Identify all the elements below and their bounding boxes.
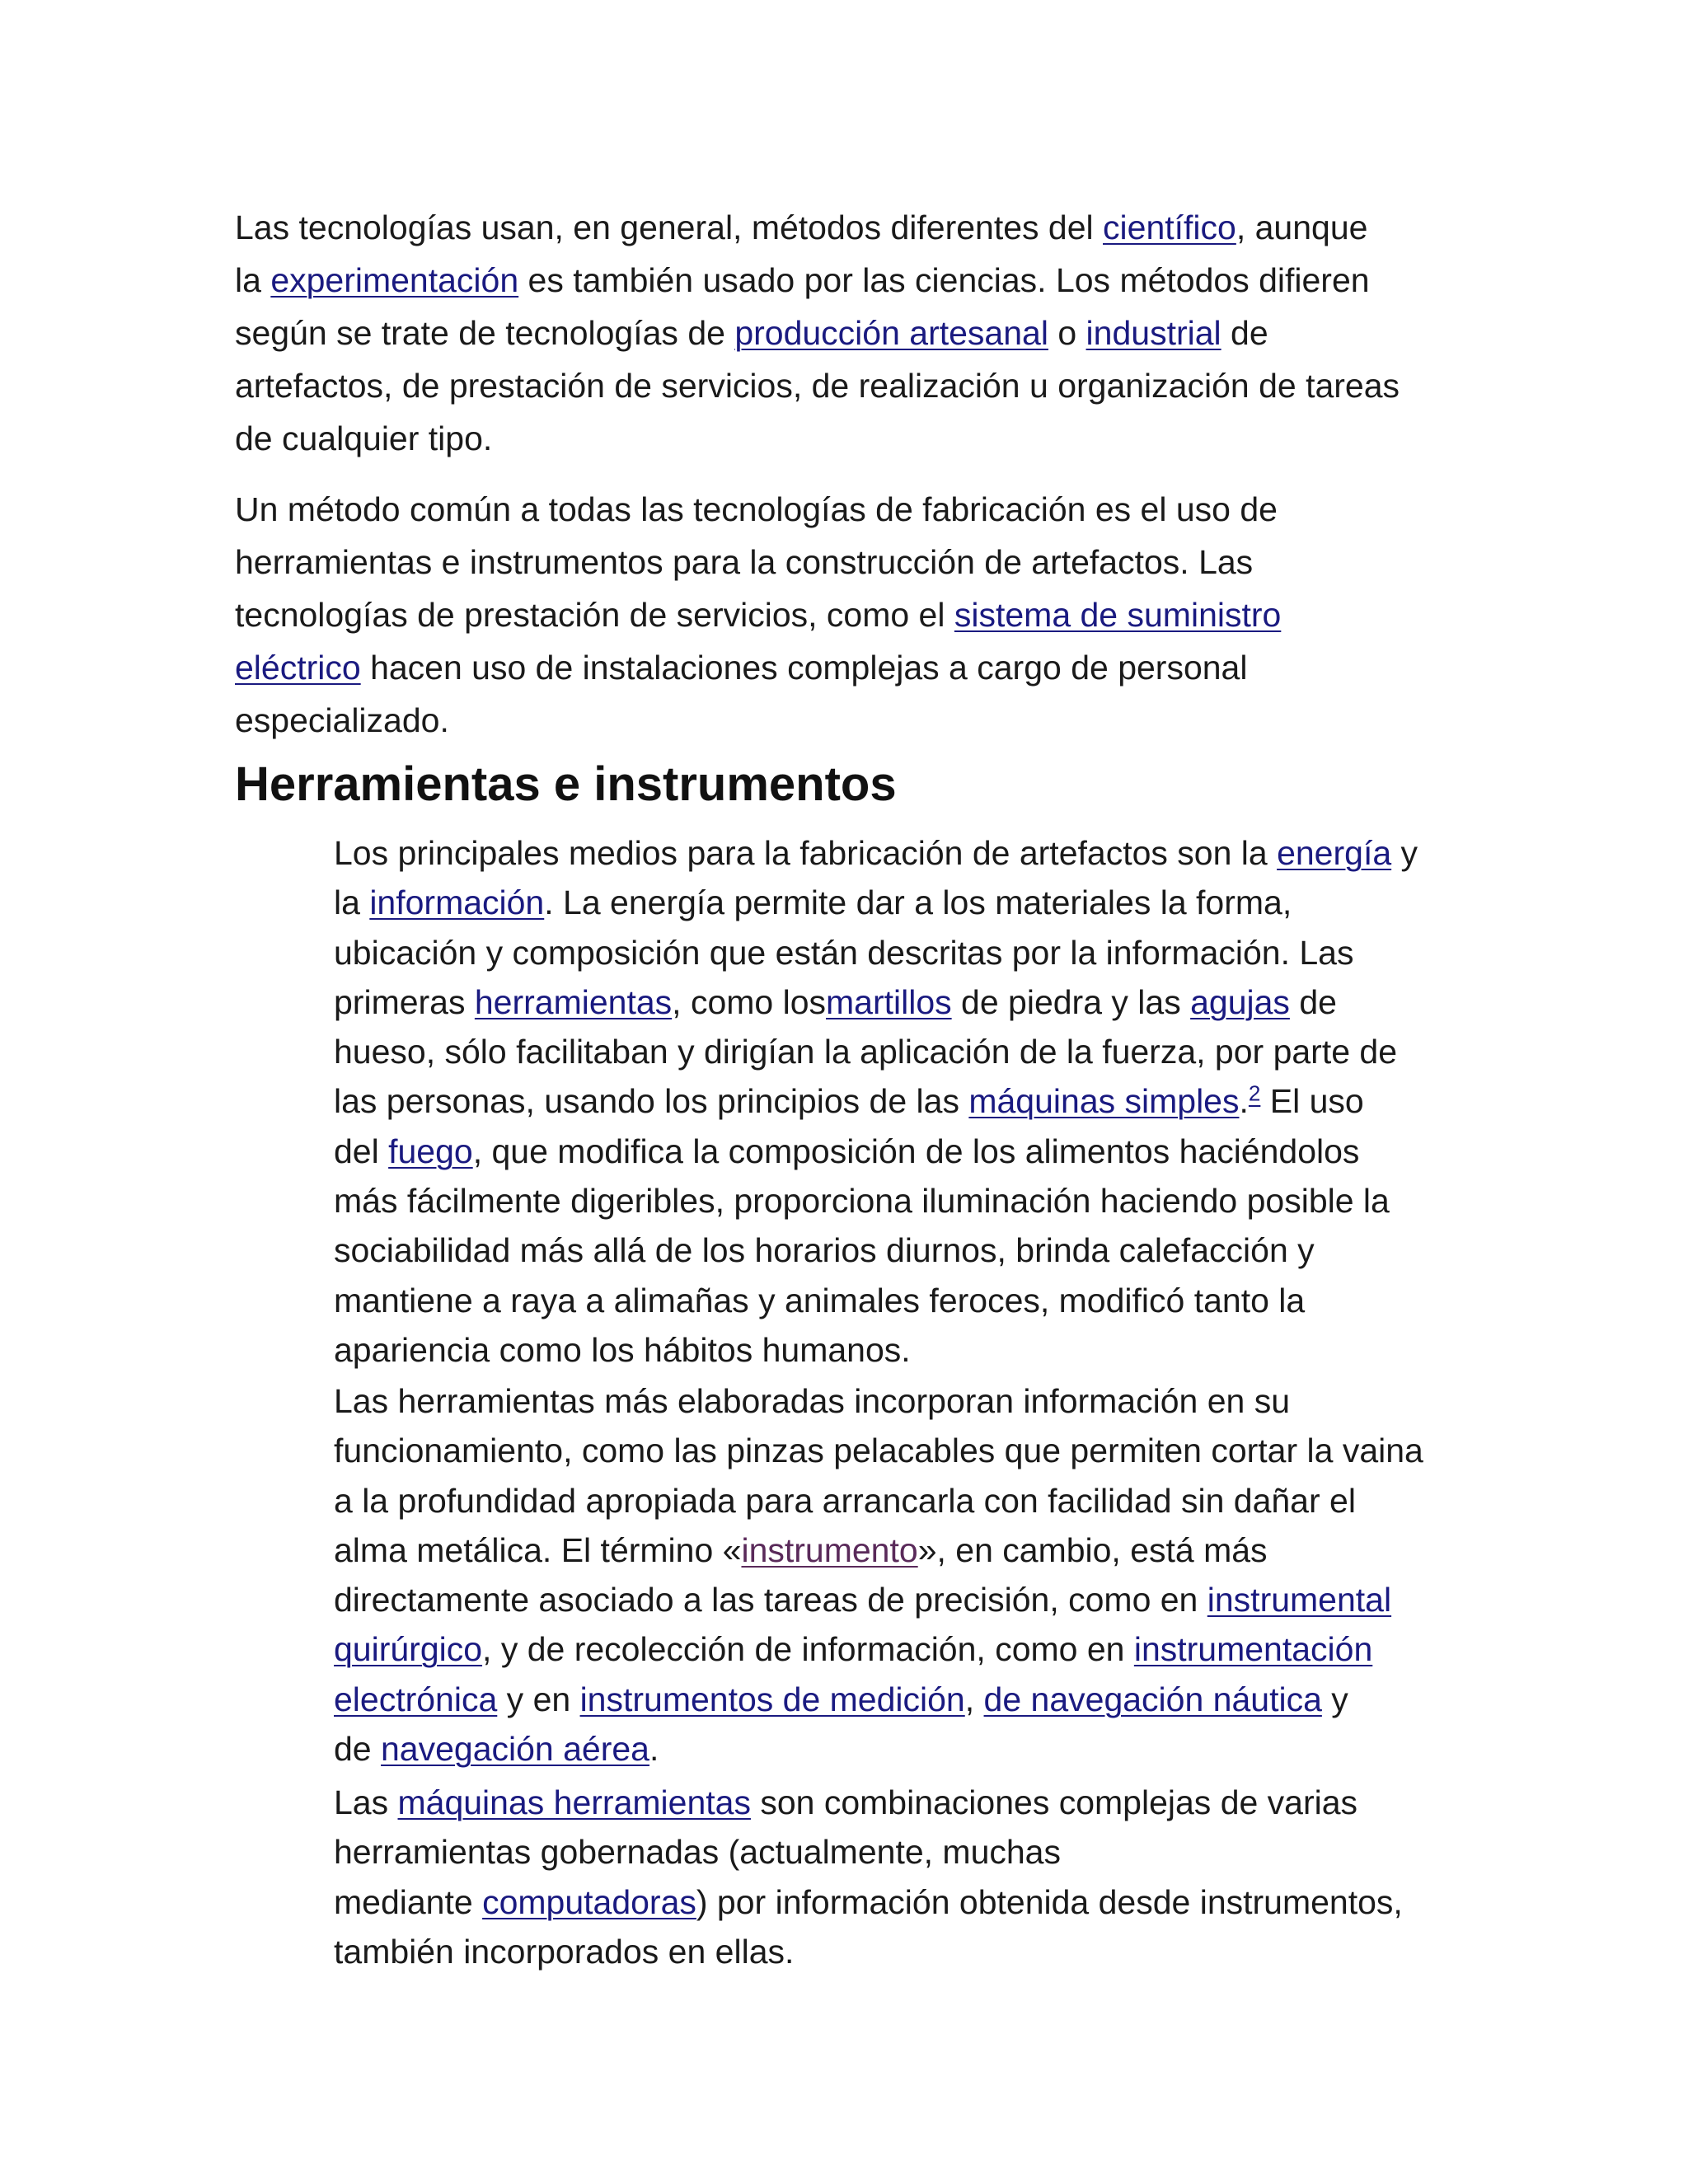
- link-navegacion-nautica[interactable]: de navegación náutica: [983, 1680, 1322, 1718]
- link-instrumentacion-electronica-cont[interactable]: electrónica: [334, 1680, 498, 1718]
- text-line: apariencia como los hábitos humanos.: [334, 1330, 911, 1369]
- link-experimentacion[interactable]: experimentación: [270, 261, 519, 299]
- link-instrumentos-medicion[interactable]: instrumentos de medición: [579, 1680, 965, 1718]
- link-agujas[interactable]: agujas: [1190, 982, 1290, 1021]
- text-line: según se trate de tecnologías de producción artesanal o industrial de: [235, 314, 1268, 352]
- text-line: especializado.: [235, 701, 449, 739]
- footnote-ref-2[interactable]: 2: [1248, 1080, 1261, 1106]
- text-line: del fuego, que modifica la composición de los alimentos haciéndolos: [334, 1132, 1360, 1170]
- link-maquinas-herramientas[interactable]: máquinas herramientas: [397, 1783, 751, 1821]
- text-line: funcionamiento, como las pinzas pelacables que permiten cortar la vaina: [334, 1432, 1423, 1470]
- text-line: Las máquinas herramientas son combinaciones complejas de varias: [334, 1783, 1358, 1821]
- text-line: la experimentación es también usado por las ciencias. Los métodos difieren: [235, 261, 1370, 299]
- link-produccion-artesanal[interactable]: producción artesanal: [734, 314, 1048, 352]
- link-informacion[interactable]: información: [369, 883, 545, 922]
- paragraph-machine-tools: [334, 1778, 1554, 1976]
- link-navegacion-aerea[interactable]: navegación aérea: [381, 1730, 649, 1769]
- text-line: tecnologías de prestación de servicios, como el sistema de suministro: [235, 596, 1282, 634]
- text-line: también incorporados en ellas.: [334, 1932, 795, 1971]
- text-line: eléctrico hacen uso de instalaciones complejas a cargo de personal: [235, 649, 1248, 687]
- link-herramientas[interactable]: herramientas: [474, 982, 673, 1021]
- text-line: artefactos, de prestación de servicios, de realización u organización de tareas: [235, 367, 1400, 405]
- link-industrial[interactable]: industrial: [1085, 314, 1221, 352]
- text-line: Un método común a todas las tecnologías de fabricación es el uso de: [235, 490, 1278, 528]
- paragraph-principal-means: [334, 828, 1554, 1375]
- text-line: Las tecnologías usan, en general, métodos diferentes del científico, aunque: [235, 209, 1368, 246]
- text-line: hueso, sólo facilitaban y dirigían la aplicación de la fuerza, por parte de: [334, 1033, 1398, 1071]
- text-line: a la profundidad apropiada para arrancarla con facilidad sin dañar el: [334, 1481, 1356, 1520]
- link-fuego[interactable]: fuego: [388, 1132, 473, 1170]
- section-heading: Herramientas e instrumentos: [235, 757, 897, 811]
- text-line: la información. La energía permite dar a los materiales la forma,: [334, 883, 1292, 922]
- text-line: mediante computadoras) por información obtenida desde instrumentos,: [334, 1882, 1403, 1921]
- link-cientifico[interactable]: científico: [1103, 209, 1236, 246]
- link-instrumental-quirurgico-cont[interactable]: quirúrgico: [334, 1630, 483, 1669]
- text-line: Las herramientas más elaboradas incorporan información en su: [334, 1382, 1291, 1420]
- paragraph-common-method: [235, 483, 1455, 747]
- link-sistema-suministro-electrico-cont[interactable]: eléctrico: [235, 649, 361, 687]
- text-line: electrónica y en instrumentos de medición, de navegación náutica y: [334, 1680, 1348, 1718]
- text-line: primeras herramientas, como losmartillos de piedra y las agujas de: [334, 982, 1337, 1021]
- text-line: de navegación aérea.: [334, 1730, 659, 1769]
- link-computadoras[interactable]: computadoras: [482, 1882, 696, 1921]
- text-line: de cualquier tipo.: [235, 419, 493, 457]
- text-line: sociabilidad más allá de los horarios diurnos, brinda calefacción y: [334, 1231, 1315, 1270]
- text-line: alma metálica. El término «instrumento», en cambio, está más: [334, 1530, 1268, 1569]
- text-line: más fácilmente digeribles, proporciona iluminación haciendo posible la: [334, 1182, 1390, 1221]
- text-line: directamente asociado a las tareas de precisión, como en instrumental: [334, 1581, 1392, 1619]
- link-energia[interactable]: energía: [1277, 834, 1392, 872]
- text-line: las personas, usando los principios de las máquinas simples.$^2$ El uso: [334, 1080, 1364, 1121]
- link-instrumentacion-electronica[interactable]: instrumentación: [1133, 1630, 1373, 1669]
- text-line: herramientas gobernadas (actualmente, muchas: [334, 1833, 1061, 1872]
- text-line: ubicación y composición que están descritas por la información. Las: [334, 933, 1354, 972]
- link-instrumental-quirurgico[interactable]: instrumental: [1207, 1581, 1392, 1619]
- paragraph-methods: [235, 201, 1455, 465]
- paragraph-elaborate-tools: [334, 1376, 1554, 1774]
- text-line: mantiene a raya a alimañas y animales feroces, modificó tanto la: [334, 1281, 1306, 1319]
- link-martillos[interactable]: martillos: [826, 982, 952, 1021]
- text-line: Los principales medios para la fabricación de artefactos son la energía y: [334, 834, 1418, 872]
- link-instrumento[interactable]: instrumento: [741, 1530, 918, 1569]
- link-maquinas-simples[interactable]: máquinas simples: [968, 1082, 1240, 1121]
- link-sistema-suministro-electrico[interactable]: sistema de suministro: [954, 596, 1282, 634]
- text-line: quirúrgico, y de recolección de información, como en instrumentación: [334, 1630, 1373, 1669]
- text-line: herramientas e instrumentos para la construcción de artefactos. Las: [235, 543, 1254, 581]
